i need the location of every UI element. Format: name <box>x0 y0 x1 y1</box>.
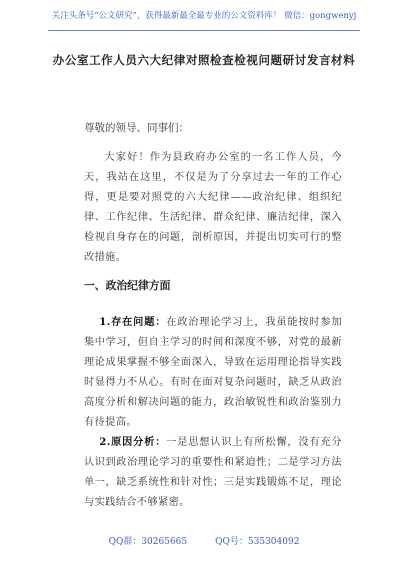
footer-contact <box>0 534 408 547</box>
header-divider <box>48 30 360 31</box>
header-banner: 关注头条号“公文研究”，获得最新最全最专业的公文资料库！ 微信：gongwenyj <box>51 11 357 21</box>
problem-lead: 1.存在问题： <box>99 316 167 328</box>
cause-text: 一是思想认识上有所松懈，没有充分认识到政治理论学习的重要性和紧迫性；二是学习方法单一，缺乏系统性和针对性；三是实践锻炼不足，理论与实践结合不够紧密。 <box>84 437 342 508</box>
footer-qq: QQ号：535304092 <box>215 537 300 547</box>
cause-paragraph <box>84 432 342 513</box>
problem-text: 在政治理论学习上，我虽能按时参加集中学习，但自主学习的时间和深度不够，对党的最新理论成果掌握不够全面深入，导致在运用理论指导实践时显得力不从心。有时在面对复杂问题时，缺乏从政治高度分析和解决问题的能力，政治敏锐性和政治鉴别力有待提高。 <box>84 317 342 428</box>
salutation: 尊敬的领导、同事们： <box>84 122 189 134</box>
intro-paragraph: 大家好！作为县政府办公室的一名工作人员，今天，我站在这里，不仅是为了分享过去一年的工作心得，更是要对照党的六大纪律——政治纪律、组织纪律、工作纪律、生活纪律、群众纪律、廉洁纪律，深入检视自身存在的问题，剖析原因，并提出切实可行的整改措施。 <box>84 152 342 263</box>
problem-paragraph <box>84 312 342 433</box>
cause-lead: 2.原因分析： <box>99 436 167 448</box>
document-title: 办公室工作人员六大纪律对照检查检视问题研讨发言材料 <box>52 53 356 67</box>
section-heading-political: 一、政治纪律方面 <box>84 279 171 292</box>
footer-qq-group: QQ群：30265665 <box>108 537 188 547</box>
